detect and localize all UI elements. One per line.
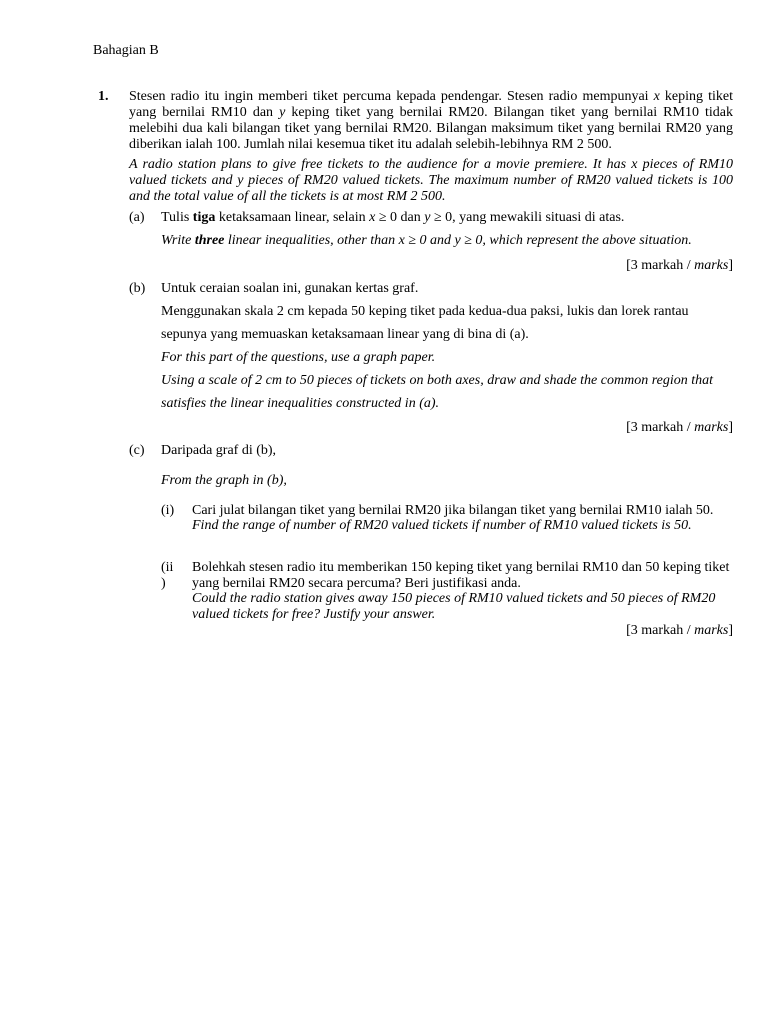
part-c-ii-malay: Bolehkah stesen radio itu memberikan 150 keping tiket yang bernilai RM10 dan 50 keping tiket yang bernilai RM20 secara percuma? Beri justifikasi anda.: [192, 560, 730, 591]
part-a-malay: Tulis tiga ketaksamaan linear, selain x ≥ 0 dan y ≥ 0, yang mewakili situasi di atas.: [161, 210, 625, 225]
part-a-marks: [3 markah / marks]: [626, 258, 733, 273]
part-b-malay-line-2: sepunya yang memuaskan ketaksamaan linear yang di bina di (a).: [161, 327, 529, 342]
part-b-label: (b): [129, 281, 146, 296]
part-c-label: (c): [129, 443, 145, 458]
part-b-english-line-2: satisfies the linear inequalities constructed in (a).: [161, 396, 440, 411]
question-number: 1.: [98, 89, 109, 104]
part-b-marks: [3 markah / marks]: [626, 420, 733, 435]
part-c-i-label: (i): [161, 503, 175, 518]
question-intro-english: A radio station plans to give free tickets to the audience for a movie premiere. It has x pieces of RM10 valued tickets and y pieces of RM20 valued tickets. The maximum number of RM20 valued tickets is 100 and the total value of all the tickets is at most RM 2 500.: [129, 157, 733, 204]
question-intro-malay: Stesen radio itu ingin memberi tiket percuma kepada pendengar. Stesen radio mempunyai x keping tiket yang bernilai RM10 dan y keping tiket yang bernilai RM20. Bilangan tiket yang bernilai RM10 tidak melebihi dua kali bilangan tiket yang bernilai RM20. Bilangan maksimum tiket yang bernilai RM20 yang diberikan ialah 100. Jumlah nilai kesemua tiket itu adalah selebih-lebihnya RM 2 500.: [129, 89, 733, 152]
part-c-marks: [3 markah / marks]: [626, 623, 733, 638]
part-b-english-line-1: Using a scale of 2 cm to 50 pieces of tickets on both axes, draw and shade the common region that: [161, 373, 714, 388]
part-c-i-english: Find the range of number of RM20 valued tickets if number of RM10 valued tickets is 50.: [192, 518, 692, 533]
part-c-ii-english: Could the radio station gives away 150 pieces of RM10 valued tickets and 50 pieces of RM20 valued tickets for free? Justify your answer.: [192, 591, 716, 622]
part-a-label: (a): [129, 210, 145, 225]
section-heading: Bahagian B: [93, 43, 159, 58]
part-c-malay: Daripada graf di (b),: [161, 443, 277, 458]
part-b-malay-instruction: Untuk ceraian soalan ini, gunakan kertas graf.: [161, 281, 419, 296]
part-a-english: Write three linear inequalities, other than x ≥ 0 and y ≥ 0, which represent the above situation.: [161, 233, 692, 248]
part-b-malay-line-1: Menggunakan skala 2 cm kepada 50 keping tiket pada kedua-dua paksi, lukis dan lorek rantau: [161, 304, 689, 319]
part-c-i-malay: Cari julat bilangan tiket yang bernilai RM20 jika bilangan tiket yang bernilai RM10 ialah 50.: [192, 503, 714, 518]
part-b-english-instruction: For this part of the questions, use a graph paper.: [161, 350, 436, 365]
part-c-english: From the graph in (b),: [161, 473, 287, 488]
part-c-ii-label: (ii ): [161, 560, 174, 591]
